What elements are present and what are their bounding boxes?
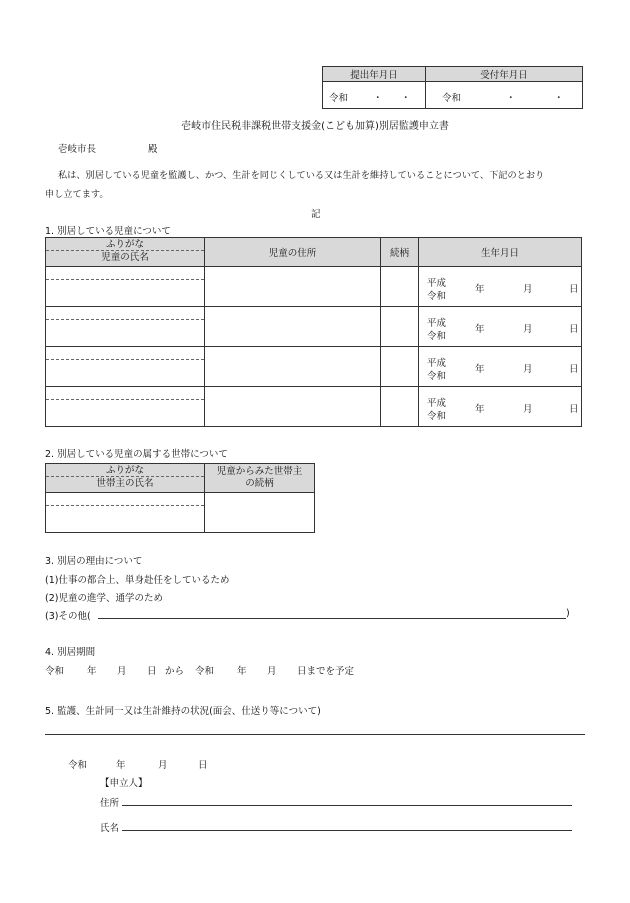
reason-other-close: ) (566, 608, 570, 619)
dob-day: 日 (569, 404, 579, 415)
received-date-header: 受付年月日 (426, 67, 583, 82)
dob-era-heisei: 平成 (427, 318, 447, 329)
col-head-relation-header (205, 464, 315, 493)
child-address-field[interactable] (205, 347, 381, 387)
dob-year: 年 (475, 404, 485, 415)
received-date-field[interactable] (426, 82, 583, 109)
furigana-header: ふりがな (105, 239, 144, 250)
addressee-name: 壱岐市長 (58, 144, 97, 155)
household-head-name-header: 世帯主の氏名 (96, 478, 154, 489)
child-address-field[interactable] (205, 387, 381, 427)
dob-month: 月 (523, 284, 533, 295)
section5-heading: 5. 監護、生計同一又は生計維持の状況(面会、仕送り等について) (45, 706, 321, 717)
period-end-until: 日までを予定 (297, 666, 355, 677)
child-name-header: 児童の氏名 (101, 252, 149, 263)
relation-header-line2: の続柄 (245, 478, 274, 489)
received-dot-1: ・ (506, 93, 516, 104)
received-era: 令和 (442, 93, 462, 104)
period-start-month: 月 (117, 666, 127, 677)
applicant-name-input[interactable] (122, 818, 572, 831)
document-title: 壱岐市住民税非課税世帯支援金(こども加算)別居監護申立書 (181, 121, 449, 132)
app-date-month: 月 (158, 760, 168, 771)
period-end-year: 年 (237, 666, 247, 677)
dob-era-heisei: 平成 (427, 278, 447, 289)
household-furigana-header: ふりがな (105, 465, 144, 476)
child-relation-field[interactable] (381, 307, 419, 347)
dob-month: 月 (523, 324, 533, 335)
period-start-day: 日 (147, 666, 157, 677)
intro-line-1: 私は、別居している児童を監護し、かつ、生計を同じくしている又は生計を維持していることについて、下記のとおり (58, 170, 545, 181)
dob-era-reiwa: 令和 (427, 411, 447, 422)
child-dob-field[interactable] (419, 347, 582, 387)
child-row-4 (46, 387, 582, 427)
col-relation-header: 続柄 (381, 238, 419, 267)
ki-label: 記 (311, 209, 321, 220)
reason-option-1[interactable]: (1)仕事の都合上、単身赴任をしているため (45, 575, 230, 586)
submitted-date-field[interactable] (323, 82, 426, 109)
app-date-era: 令和 (68, 760, 88, 771)
dob-month: 月 (523, 404, 533, 415)
col-head-name-header (46, 464, 205, 493)
addressee-honorific: 殿 (148, 144, 158, 155)
relation-header-line1: 児童からみた世帯主 (216, 466, 303, 477)
period-end-era: 令和 (195, 666, 215, 677)
dob-era-reiwa: 令和 (427, 291, 447, 302)
application-date[interactable] (68, 757, 268, 771)
period-start-year: 年 (87, 666, 97, 677)
child-row-3 (46, 347, 582, 387)
household-head-name-field[interactable] (46, 493, 205, 533)
child-name-field[interactable] (46, 307, 205, 347)
dob-year: 年 (475, 324, 485, 335)
applicant-address-input[interactable] (122, 793, 572, 806)
child-relation-field[interactable] (381, 267, 419, 307)
app-date-year: 年 (116, 760, 126, 771)
dob-year: 年 (475, 364, 485, 375)
child-relation-field[interactable] (381, 347, 419, 387)
child-dob-field[interactable] (419, 267, 582, 307)
submitted-era: 令和 (329, 93, 349, 104)
child-relation-field[interactable] (381, 387, 419, 427)
dob-day: 日 (569, 284, 579, 295)
col-child-name-header (46, 238, 205, 267)
dob-day: 日 (569, 324, 579, 335)
section2-heading: 2. 別居している児童の属する世帯について (45, 449, 228, 460)
dob-era-heisei: 平成 (427, 398, 447, 409)
intro-line-2: 申し立てます。 (45, 189, 109, 200)
dob-era-heisei: 平成 (427, 358, 447, 369)
dob-day: 日 (569, 364, 579, 375)
applicant-label: 【申立人】 (100, 778, 148, 789)
period-start-era: 令和 (45, 666, 65, 677)
section3-heading: 3. 別居の理由について (45, 556, 143, 567)
section4-heading: 4. 別居期間 (45, 647, 96, 658)
child-name-field[interactable] (46, 387, 205, 427)
child-row-1 (46, 267, 582, 307)
child-row-2 (46, 307, 582, 347)
col-child-address-header: 児童の住所 (205, 238, 381, 267)
child-address-field[interactable] (205, 307, 381, 347)
separation-period[interactable] (45, 663, 445, 677)
dob-year: 年 (475, 284, 485, 295)
reason-option-2[interactable]: (2)児童の進学、通学のため (45, 593, 163, 604)
received-dot-2: ・ (554, 93, 564, 104)
care-status-input[interactable] (45, 722, 585, 735)
receipt-date-box (322, 66, 583, 109)
reason-option-3[interactable]: (3)その他( (45, 611, 91, 622)
app-date-day: 日 (198, 760, 208, 771)
submitted-date-header: 提出年月日 (323, 67, 426, 82)
child-dob-field[interactable] (419, 307, 582, 347)
child-name-field[interactable] (46, 347, 205, 387)
section1-heading: 1. 別居している児童について (45, 226, 171, 237)
child-name-field[interactable] (46, 267, 205, 307)
applicant-address-label: 住所 (100, 798, 120, 809)
dob-era-reiwa: 令和 (427, 371, 447, 382)
household-head-relation-field[interactable] (205, 493, 315, 533)
reason-other-input[interactable] (98, 606, 566, 619)
children-table (45, 237, 582, 427)
period-from: から (165, 666, 185, 677)
col-dob-header: 生年月日 (419, 238, 582, 267)
submitted-dot-2: ・ (401, 93, 411, 104)
household-table (45, 463, 315, 533)
child-address-field[interactable] (205, 267, 381, 307)
dob-era-reiwa: 令和 (427, 331, 447, 342)
dob-month: 月 (523, 364, 533, 375)
child-dob-field[interactable] (419, 387, 582, 427)
period-end-month: 月 (267, 666, 277, 677)
applicant-name-label: 氏名 (100, 823, 120, 834)
submitted-dot-1: ・ (373, 93, 383, 104)
